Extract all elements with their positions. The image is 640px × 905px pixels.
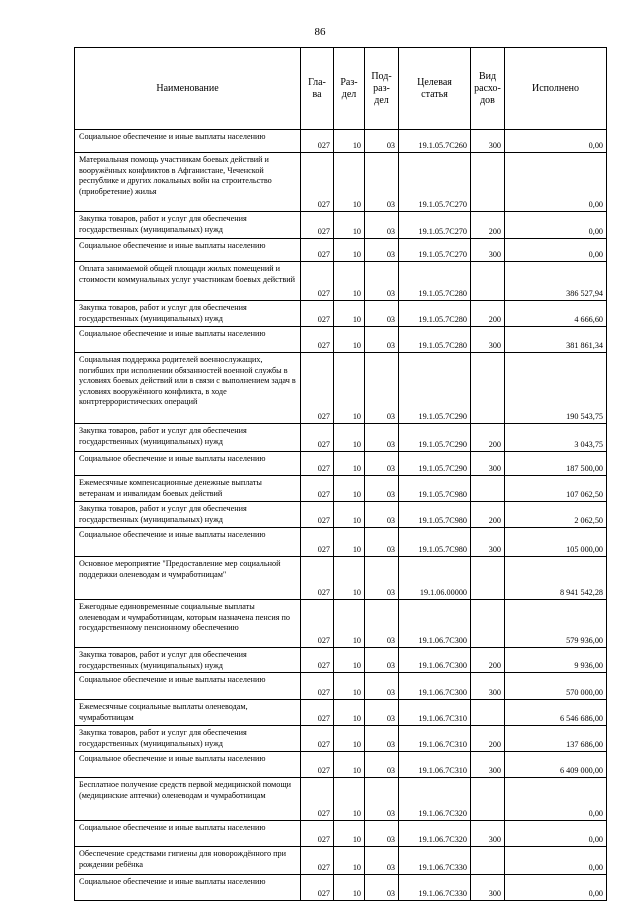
cell-razdel: 10 [334,847,365,875]
cell-vid [471,600,505,648]
cell-glava: 027 [301,752,334,778]
cell-podrazdel: 03 [365,752,399,778]
cell-podrazdel: 03 [365,153,399,212]
cell-executed: 0,00 [505,875,607,901]
cell-name: Материальная помощь участникам боевых действий и вооружённых конфликтов в Афганистане, Чеченской республике и других локальных войн на строительство (приобретение) жилья [75,153,301,212]
cell-target: 19.1.05.7С290 [399,353,471,424]
cell-target: 19.1.05.7С260 [399,130,471,153]
cell-target: 19.1.05.7С980 [399,502,471,528]
cell-glava: 027 [301,130,334,153]
cell-executed: 107 062,50 [505,476,607,502]
cell-glava: 027 [301,327,334,353]
table-body [75,130,607,901]
table-row [75,875,607,901]
cell-name: Закупка товаров, работ и услуг для обеспечения государственных (муниципальных) нужд [75,301,301,327]
cell-vid [471,847,505,875]
table-row [75,424,607,452]
cell-name: Закупка товаров, работ и услуг для обеспечения государственных (муниципальных) нужд [75,648,301,673]
cell-target: 19.1.06.00000 [399,557,471,600]
cell-razdel: 10 [334,327,365,353]
table-row [75,557,607,600]
cell-name: Социальное обеспечение и иные выплаты населению [75,452,301,476]
table-row [75,353,607,424]
table-row [75,726,607,752]
cell-glava: 027 [301,424,334,452]
table-row [75,502,607,528]
header-glava: Гла- ва [301,48,334,130]
cell-target: 19.1.06.7С300 [399,600,471,648]
cell-podrazdel: 03 [365,239,399,262]
cell-executed: 0,00 [505,212,607,239]
cell-glava: 027 [301,875,334,901]
cell-razdel: 10 [334,778,365,821]
budget-table [74,47,607,901]
cell-executed: 0,00 [505,847,607,875]
cell-name: Социальная поддержка родителей военнослужащих, погибших при исполнении обязанностей военной службы в условиях боевых действий или в связи с выполнением задач в условиях вооружённого конфликта, в ходе контртеррористических операций [75,353,301,424]
cell-vid: 300 [471,821,505,847]
cell-target: 19.1.06.7С300 [399,673,471,700]
cell-razdel: 10 [334,153,365,212]
cell-razdel: 10 [334,648,365,673]
page-number: 86 [314,26,326,38]
table-row [75,130,607,153]
table-row [75,476,607,502]
cell-razdel: 10 [334,752,365,778]
table-row [75,600,607,648]
cell-vid [471,557,505,600]
table-row [75,528,607,557]
cell-target: 19.1.06.7С330 [399,847,471,875]
cell-podrazdel: 03 [365,673,399,700]
cell-name: Ежегодные единовременные социальные выплаты оленеводам и чумработницам, которым назначена пенсия по государственному пенсионному обеспечению [75,600,301,648]
cell-vid: 300 [471,528,505,557]
cell-executed: 0,00 [505,153,607,212]
cell-podrazdel: 03 [365,528,399,557]
cell-vid: 200 [471,424,505,452]
cell-glava: 027 [301,262,334,301]
cell-podrazdel: 03 [365,557,399,600]
cell-glava: 027 [301,212,334,239]
cell-name: Социальное обеспечение и иные выплаты населению [75,239,301,262]
header-podrazdel: Под- раз- дел [365,48,399,130]
cell-razdel: 10 [334,353,365,424]
cell-razdel: 10 [334,212,365,239]
cell-target: 19.1.05.7С270 [399,212,471,239]
table-row [75,262,607,301]
cell-podrazdel: 03 [365,700,399,726]
cell-executed: 187 500,00 [505,452,607,476]
table-row [75,673,607,700]
cell-razdel: 10 [334,726,365,752]
cell-podrazdel: 03 [365,452,399,476]
cell-target: 19.1.06.7С300 [399,648,471,673]
cell-glava: 027 [301,673,334,700]
cell-executed: 0,00 [505,821,607,847]
cell-target: 19.1.05.7С280 [399,301,471,327]
cell-vid [471,353,505,424]
cell-name: Закупка товаров, работ и услуг для обеспечения государственных (муниципальных) нужд [75,424,301,452]
cell-podrazdel: 03 [365,778,399,821]
cell-executed: 9 936,00 [505,648,607,673]
cell-target: 19.1.05.7С270 [399,153,471,212]
cell-razdel: 10 [334,528,365,557]
cell-executed: 6 546 686,00 [505,700,607,726]
cell-name: Социальное обеспечение и иные выплаты населению [75,673,301,700]
cell-executed: 4 666,60 [505,301,607,327]
table-row [75,239,607,262]
cell-target: 19.1.05.7С280 [399,327,471,353]
cell-target: 19.1.05.7С980 [399,476,471,502]
cell-name: Социальное обеспечение и иные выплаты населению [75,528,301,557]
cell-vid: 300 [471,452,505,476]
cell-razdel: 10 [334,476,365,502]
cell-podrazdel: 03 [365,327,399,353]
cell-razdel: 10 [334,301,365,327]
cell-target: 19.1.05.7С290 [399,424,471,452]
cell-glava: 027 [301,557,334,600]
header-name: Наименование [75,48,301,130]
cell-vid: 300 [471,239,505,262]
cell-podrazdel: 03 [365,424,399,452]
cell-name: Ежемесячные социальные выплаты оленеводам, чумработницам [75,700,301,726]
cell-vid [471,778,505,821]
cell-executed: 137 686,00 [505,726,607,752]
cell-podrazdel: 03 [365,847,399,875]
cell-name: Оплата занимаемой общей площади жилых помещений и стоимости коммунальных услуг участникам боевых действий [75,262,301,301]
cell-vid: 300 [471,130,505,153]
cell-vid: 300 [471,875,505,901]
cell-executed: 0,00 [505,130,607,153]
cell-podrazdel: 03 [365,502,399,528]
cell-razdel: 10 [334,673,365,700]
cell-podrazdel: 03 [365,648,399,673]
cell-glava: 027 [301,301,334,327]
cell-podrazdel: 03 [365,212,399,239]
cell-podrazdel: 03 [365,130,399,153]
cell-target: 19.1.06.7С310 [399,752,471,778]
cell-name: Социальное обеспечение и иные выплаты населению [75,327,301,353]
cell-name: Бесплатное получение средств первой медицинской помощи (медицинские аптечки) оленеводам и чумработницам [75,778,301,821]
cell-name: Социальное обеспечение и иные выплаты населению [75,875,301,901]
cell-name: Закупка товаров, работ и услуг для обеспечения государственных (муниципальных) нужд [75,212,301,239]
cell-glava: 027 [301,600,334,648]
cell-executed: 381 861,34 [505,327,607,353]
cell-target: 19.1.06.7С320 [399,821,471,847]
table-row [75,700,607,726]
cell-target: 19.1.06.7С330 [399,875,471,901]
cell-name: Социальное обеспечение и иные выплаты населению [75,130,301,153]
table-row [75,648,607,673]
cell-glava: 027 [301,700,334,726]
cell-vid [471,153,505,212]
cell-razdel: 10 [334,821,365,847]
cell-podrazdel: 03 [365,301,399,327]
cell-executed: 2 062,50 [505,502,607,528]
cell-glava: 027 [301,239,334,262]
cell-vid: 300 [471,673,505,700]
cell-vid [471,476,505,502]
table-header [75,48,607,130]
cell-podrazdel: 03 [365,476,399,502]
cell-name: Социальное обеспечение и иные выплаты населению [75,821,301,847]
cell-razdel: 10 [334,600,365,648]
cell-podrazdel: 03 [365,262,399,301]
cell-razdel: 10 [334,557,365,600]
cell-podrazdel: 03 [365,353,399,424]
cell-glava: 027 [301,778,334,821]
header-vid: Вид расхо- дов [471,48,505,130]
cell-podrazdel: 03 [365,600,399,648]
cell-glava: 027 [301,452,334,476]
cell-razdel: 10 [334,875,365,901]
cell-executed: 3 043,75 [505,424,607,452]
cell-razdel: 10 [334,452,365,476]
cell-target: 19.1.05.7С290 [399,452,471,476]
header-target: Целевая статья [399,48,471,130]
cell-podrazdel: 03 [365,875,399,901]
cell-executed: 579 936,00 [505,600,607,648]
cell-executed: 0,00 [505,239,607,262]
cell-target: 19.1.06.7С310 [399,726,471,752]
cell-razdel: 10 [334,502,365,528]
table-row [75,452,607,476]
cell-vid: 300 [471,752,505,778]
cell-name: Основное мероприятие "Предоставление мер социальной поддержки оленеводам и чумработницам" [75,557,301,600]
table-row [75,821,607,847]
cell-name: Ежемесячные компенсационные денежные выплаты ветеранам и инвалидам боевых действий [75,476,301,502]
cell-glava: 027 [301,847,334,875]
cell-glava: 027 [301,821,334,847]
cell-name: Социальное обеспечение и иные выплаты населению [75,752,301,778]
cell-vid: 200 [471,212,505,239]
cell-name: Обеспечение средствами гигиены для новорождённого при рождении ребёнка [75,847,301,875]
cell-glava: 027 [301,153,334,212]
cell-razdel: 10 [334,130,365,153]
cell-name: Закупка товаров, работ и услуг для обеспечения государственных (муниципальных) нужд [75,502,301,528]
cell-target: 19.1.05.7С280 [399,262,471,301]
cell-executed: 6 409 000,00 [505,752,607,778]
cell-glava: 027 [301,502,334,528]
header-executed: Исполнено [505,48,607,130]
cell-glava: 027 [301,726,334,752]
cell-glava: 027 [301,476,334,502]
cell-executed: 0,00 [505,778,607,821]
cell-executed: 105 000,00 [505,528,607,557]
table-row [75,752,607,778]
cell-name: Закупка товаров, работ и услуг для обеспечения государственных (муниципальных) нужд [75,726,301,752]
cell-executed: 190 543,75 [505,353,607,424]
table-row [75,212,607,239]
table-row [75,301,607,327]
table-row [75,153,607,212]
cell-executed: 386 527,94 [505,262,607,301]
cell-target: 19.1.06.7С310 [399,700,471,726]
cell-razdel: 10 [334,700,365,726]
table-row [75,327,607,353]
cell-target: 19.1.05.7С980 [399,528,471,557]
header-razdel: Раз- дел [334,48,365,130]
cell-glava: 027 [301,528,334,557]
cell-executed: 8 941 542,28 [505,557,607,600]
cell-vid [471,262,505,301]
cell-razdel: 10 [334,262,365,301]
cell-vid: 200 [471,648,505,673]
cell-razdel: 10 [334,239,365,262]
cell-glava: 027 [301,648,334,673]
cell-glava: 027 [301,353,334,424]
cell-podrazdel: 03 [365,726,399,752]
cell-target: 19.1.06.7С320 [399,778,471,821]
cell-executed: 570 000,00 [505,673,607,700]
cell-vid: 200 [471,301,505,327]
table-row [75,847,607,875]
cell-vid: 200 [471,726,505,752]
cell-vid: 200 [471,502,505,528]
cell-vid [471,700,505,726]
table-row [75,778,607,821]
cell-razdel: 10 [334,424,365,452]
cell-vid: 300 [471,327,505,353]
cell-podrazdel: 03 [365,821,399,847]
cell-target: 19.1.05.7С270 [399,239,471,262]
